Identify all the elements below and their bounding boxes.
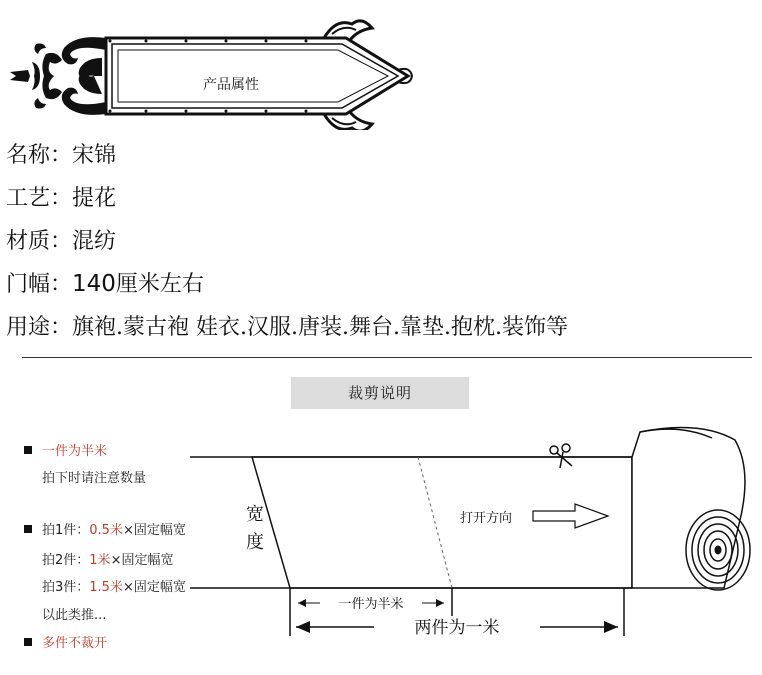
note-three-pieces: 拍3件：1.5米×固定幅宽 bbox=[42, 580, 186, 595]
attribute-value-number: 140 bbox=[72, 271, 116, 297]
attribute-label: 门幅： bbox=[6, 272, 73, 297]
note-half-meter: 一件为半米 bbox=[24, 440, 107, 459]
cutting-title: 裁剪说明 bbox=[291, 377, 469, 409]
note-no-cut: 多件不裁开 bbox=[24, 632, 107, 651]
attribute-value: 宋锦 bbox=[72, 143, 117, 168]
attribute-material bbox=[6, 220, 762, 263]
ornament-frame-icon bbox=[6, 14, 414, 130]
attribute-label: 名称： bbox=[6, 143, 73, 168]
attribute-value: 混纺 bbox=[72, 229, 117, 254]
width-label-2: 度 bbox=[246, 532, 264, 553]
banner-title: 产品属性 bbox=[203, 77, 259, 93]
section-divider bbox=[22, 357, 752, 358]
open-direction-label: 打开方向 bbox=[460, 511, 513, 526]
attribute-label: 用途： bbox=[6, 315, 73, 340]
attribute-width bbox=[6, 263, 762, 306]
attribute-value: 厘米左右 bbox=[115, 272, 204, 297]
note-etc: 以此类推... bbox=[42, 608, 107, 623]
product-attributes-banner bbox=[6, 14, 414, 130]
attribute-usage bbox=[6, 306, 762, 349]
fabric-roll-diagram bbox=[0, 410, 762, 675]
attribute-value: 提花 bbox=[72, 186, 117, 211]
attribute-value: 旗袍.蒙古袍 娃衣.汉服.唐装.舞台.靠垫.抱枕.装饰等 bbox=[72, 315, 568, 340]
attribute-label: 材质： bbox=[6, 229, 73, 254]
half-meter-label: 一件为半米 bbox=[338, 597, 404, 612]
note-quantity: 拍下时请注意数量 bbox=[42, 471, 147, 486]
note-two-pieces: 拍2件：1米×固定幅宽 bbox=[42, 553, 174, 568]
attribute-name bbox=[6, 134, 762, 177]
width-label-1: 宽 bbox=[246, 504, 264, 525]
attribute-label: 工艺： bbox=[6, 186, 73, 211]
note-one-piece: 拍1件：0.5米×固定幅宽 bbox=[24, 519, 186, 538]
attribute-craft bbox=[6, 177, 762, 220]
one-meter-label: 两件为一米 bbox=[414, 618, 500, 638]
attribute-list bbox=[6, 134, 762, 349]
